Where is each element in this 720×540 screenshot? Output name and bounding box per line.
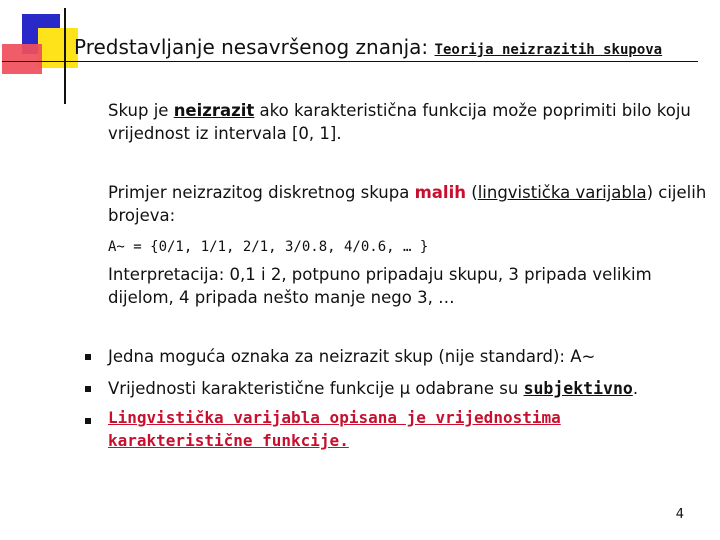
interpretation-paragraph: Interpretacija: 0,1 i 2, potpuno pripadaju skupu, 3 pripada velikim dijelom, 4 pripada nešto manje nego 3, …: [108, 265, 652, 307]
decorative-yellow-square: [38, 28, 78, 68]
definition-text-start: Skup je: [108, 101, 174, 120]
definition-text-end: ako karakteristična funkcija može poprimiti bilo koju vrijednost iz intervala [0, 1].: [108, 101, 691, 143]
definition-paragraph: [108, 99, 708, 145]
term-lingvisticka-varijabla: lingvistička varijabla: [477, 183, 647, 202]
term-neizrazit: neizrazit: [173, 101, 255, 120]
fuzzy-set-formula: A~ = {0/1, 1/1, 2/1, 3/0.8, 4/0.6, … }: [108, 239, 429, 255]
term-subjektivno: subjektivno: [523, 379, 633, 398]
example-paragraph: [108, 181, 708, 227]
title-subtitle: Teorija neizrazitih skupova: [434, 42, 663, 58]
bullet-text-end: .: [632, 379, 639, 398]
slide-title: [74, 35, 662, 59]
bullet-text-start: Vrijednosti karakteristične funkcije µ odabrane su: [108, 379, 524, 398]
bullet-marker: [85, 418, 91, 424]
title-main: Predstavljanje nesavršenog znanja:: [74, 35, 435, 59]
decorative-red-square: [2, 44, 42, 74]
example-text-end: ) cijelih brojeva:: [108, 183, 707, 225]
bullet-item-subjective: [108, 377, 708, 400]
bullet-item-notation: Jedna moguća oznaka za neizrazit skup (nije standard): A~: [108, 347, 596, 366]
title-underline-rule: [2, 61, 698, 62]
term-malih: malih: [414, 183, 466, 202]
paren-open: (: [466, 183, 478, 202]
bullet-item-linguistic-variable: [108, 406, 708, 452]
bullet-marker: [85, 354, 91, 360]
linguistic-variable-statement: Lingvistička varijabla opisana je vrijednostima karakteristične funkcije.: [108, 408, 561, 450]
page-number: 4: [675, 507, 684, 522]
decorative-vertical-line: [64, 8, 66, 104]
bullet-marker: [85, 386, 91, 392]
example-text-start: Primjer neizrazitog diskretnog skupa: [108, 183, 415, 202]
